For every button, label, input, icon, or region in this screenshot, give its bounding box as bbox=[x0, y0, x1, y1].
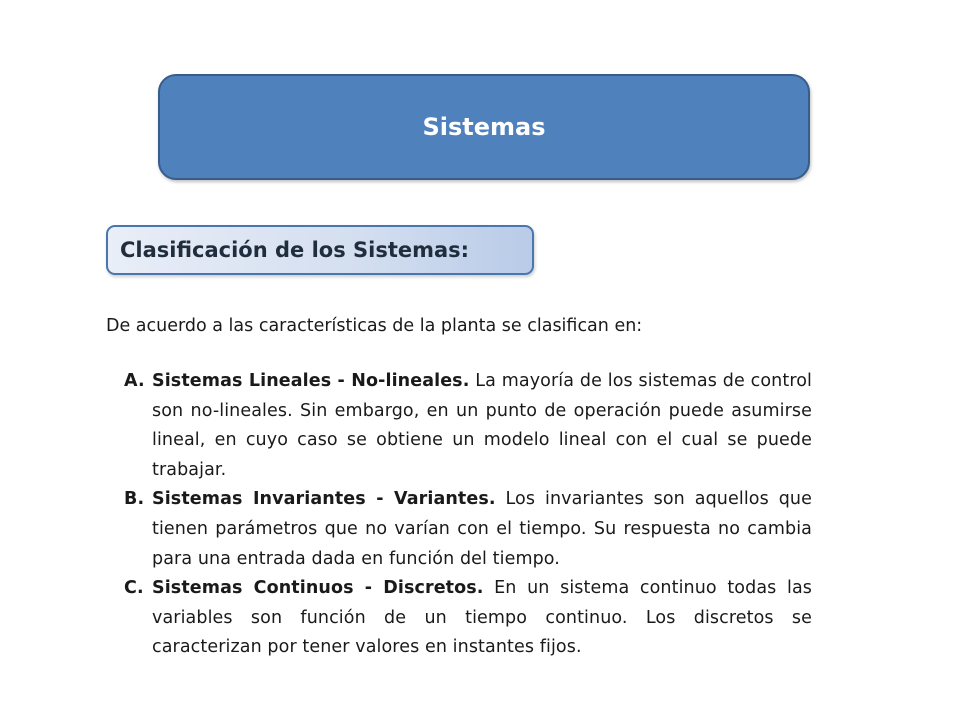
list-item-a bbox=[124, 367, 812, 485]
subtitle-banner bbox=[106, 225, 534, 275]
list-item-c bbox=[124, 574, 812, 663]
classification-list bbox=[124, 367, 812, 663]
list-item-heading: Sistemas Lineales - No-lineales. bbox=[152, 371, 470, 391]
list-item-letter: B. bbox=[124, 489, 145, 510]
list-item-text: Los invariantes son aquellos que tienen parámetros que no varían con el tiempo. Su respuesta no cambia para una entrada dada en función del tiempo. bbox=[152, 489, 812, 569]
title-banner bbox=[158, 74, 810, 180]
list-item-heading: Sistemas Continuos - Discretos. bbox=[152, 578, 484, 599]
list-item-letter: C. bbox=[124, 578, 144, 599]
list-item-heading: Sistemas Invariantes - Variantes. bbox=[152, 489, 496, 510]
list-item-text: La mayoría de los sistemas de control son no-lineales. Sin embargo, en un punto de operación puede asumirse lineal, en cuyo caso se obtiene un modelo lineal con el cual se puede trabajar. bbox=[152, 371, 812, 480]
section-heading: Clasificación de los Sistemas: bbox=[120, 238, 470, 262]
list-item-b bbox=[124, 485, 812, 574]
page-title: Sistemas bbox=[422, 113, 546, 141]
list-item-text: En un sistema continuo todas las variables son función de un tiempo continuo. Los discretos se caracterizan por tener valores en instantes fijos. bbox=[152, 578, 812, 658]
list-item-letter: A. bbox=[124, 371, 145, 391]
intro-paragraph: De acuerdo a las características de la planta se clasifican en: bbox=[106, 316, 643, 336]
